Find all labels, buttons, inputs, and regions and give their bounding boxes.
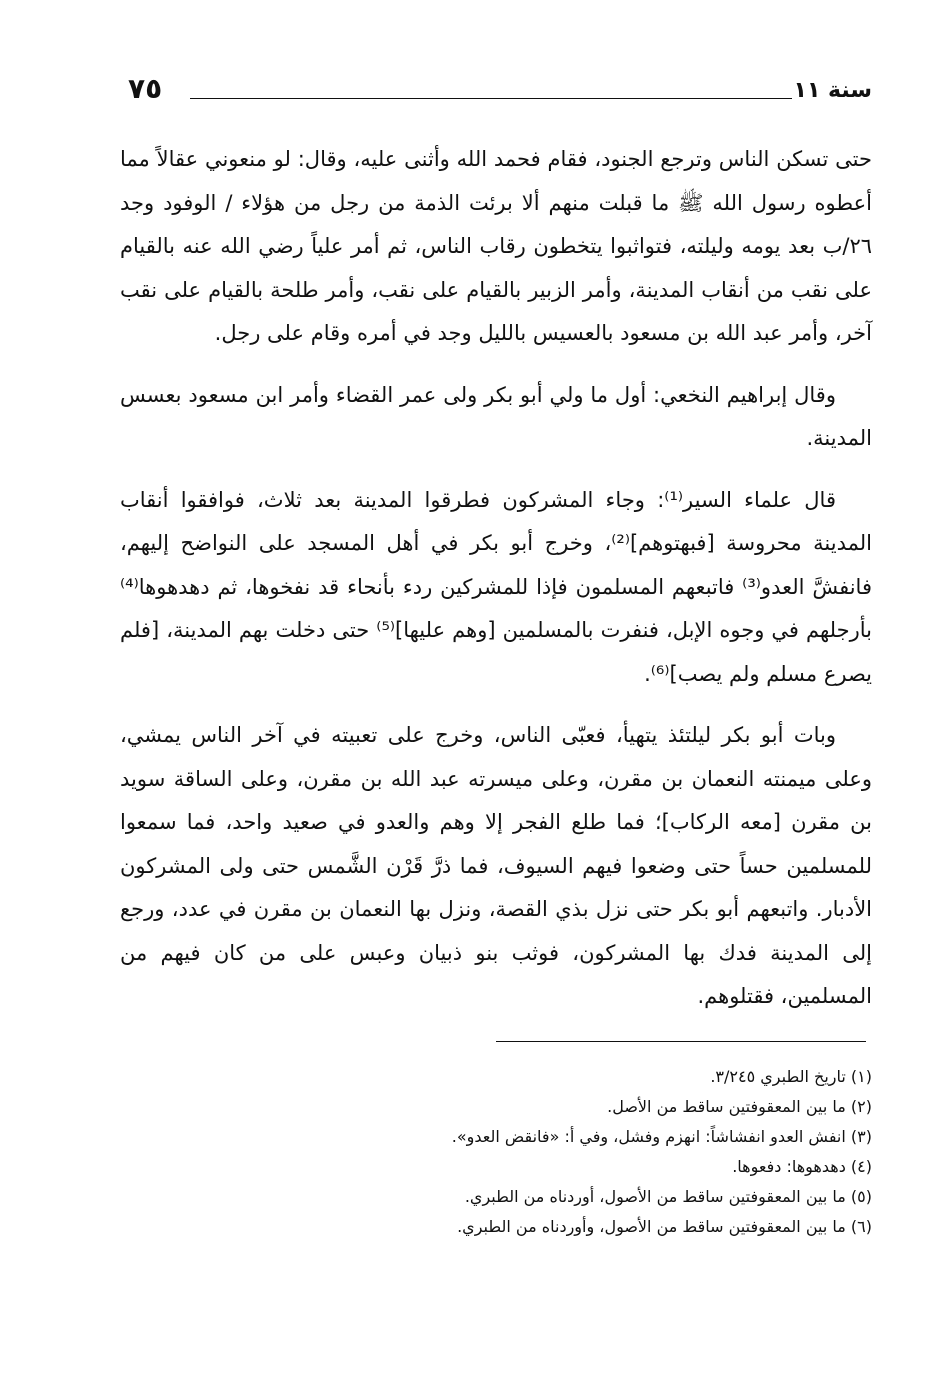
main-text	[120, 138, 872, 1019]
footnote-2: (٢) ما بين المعقوفتين ساقط من الأصل.	[607, 1096, 872, 1116]
paragraph-4: وبات أبو بكر ليلتئذ يتهيأ، فعبّى الناس، وخرج على تعبيته في آخر الناس يمشي، وعلى ميمنته النعمان بن مقرن، وعلى ميسرته عبد الله بن مقرن، وعلى الساقة سويد بن مقرن [معه الركاب]؛ فما طلع الفجر إلا وهم والعدو في صعيد واحد، فما سمعوا للمسلمين حساً حتى وضعوا فيهم السيوف، فما ذرَّ قَرْن الشَّمس حتى ولى المشركون الأدبار. واتبعهم أبو بكر حتى نزل بذي القصة، ونزل بها النعمان بن مقرن في عدد، ورجع إلى المدينة فدك بها المشركون، فوثب بنو ذبيان وعبس على من كان فيهم من المسلمين، فقتلوهم.	[120, 723, 872, 1008]
running-head-year: سنة ١١	[793, 78, 872, 103]
footnote-6: (٦) ما بين المعقوفتين ساقط من الأصول، وأوردناه من الطبري.	[457, 1216, 872, 1236]
footnote-3: (٣) انفش العدو انفشاشاً: انهزم وفشل، وفي أ: «فانقض العدو».	[451, 1126, 872, 1146]
footnote-1: (١) تاريخ الطبري ٣/٢٤٥.	[710, 1066, 872, 1086]
paragraph-2: وقال إبراهيم النخعي: أول ما ولي أبو بكر ولى عمر القضاء وأمر ابن مسعود بعسس المدينة.	[120, 382, 872, 450]
page-header	[120, 72, 872, 116]
header-rule	[190, 98, 792, 99]
footnotes	[120, 1062, 872, 1242]
paragraph-3: قال علماء السير⁽¹⁾: وجاء المشركون فطرقوا المدينة بعد ثلاث، فوافقوا أنقاب المدينة محروسة [فبهتوهم]⁽²⁾، وخرج أبو بكر في أهل المسجد على النواضح إليهم، فانفشَّ العدو⁽³⁾ فاتبعهم المسلمون فإذا للمشركين ردء بأنحاء قد نفخوها، ثم دهدهوها⁽⁴⁾ بأرجلهم في وجوه الإبل، فنفرت بالمسلمين [وهم عليها]⁽⁵⁾ حتى دخلت بهم المدينة، [فلم يصرع مسلم ولم يصب]⁽⁶⁾.	[120, 487, 872, 686]
footnote-5: (٥) ما بين المعقوفتين ساقط من الأصول، أوردناه من الطبري.	[464, 1186, 872, 1206]
paragraph-1: حتى تسكن الناس وترجع الجنود، فقام فحمد الله وأثنى عليه، وقال: لو منعوني عقالاً مما أعطوه رسول الله ﷺ ما قبلت منهم ألا برئت الذمة من رجل من هؤلاء / الوفود وجد ٢٦/ب بعد يومه وليلته، فتواثبوا يتخطون رقاب الناس، ثم أمر علياً رضي الله عنه بالقيام على نقب من أنقاب المدينة، وأمر الزبير بالقيام على نقب، وأمر طلحة بالقيام على نقب آخر، وأمر عبد الله بن مسعود بالعسيس بالليل وجد في أمره وقام على رجل.	[120, 147, 872, 345]
footnote-4: (٤) دهدهوها: دفعوها.	[732, 1156, 872, 1176]
footnote-separator	[496, 1041, 866, 1042]
page-number: ٧٥	[128, 72, 163, 105]
book-page	[120, 72, 872, 1312]
